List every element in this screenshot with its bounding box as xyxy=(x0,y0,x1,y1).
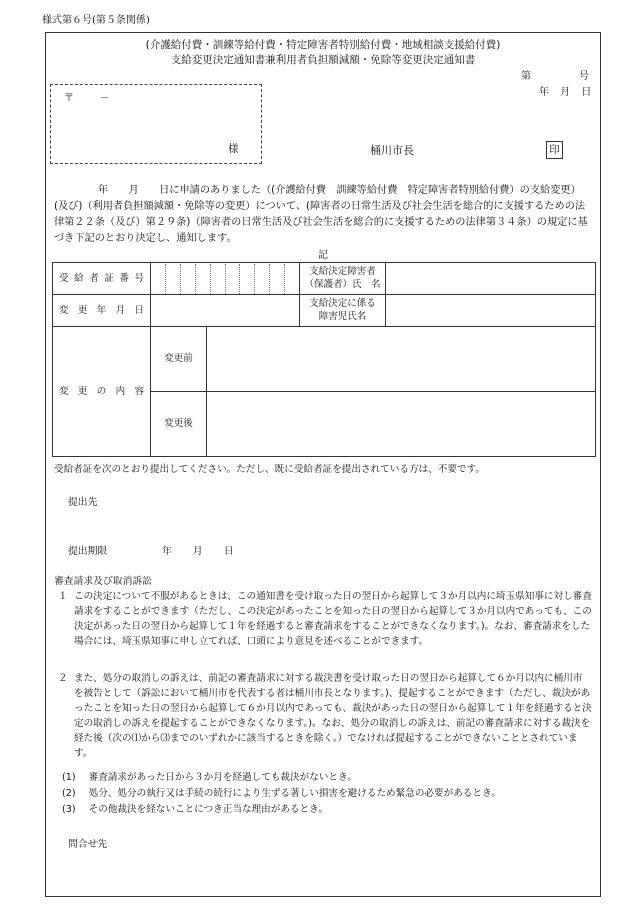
addressee-honorific: 様 xyxy=(228,143,239,155)
child-name-label xyxy=(300,295,386,327)
change-date-value xyxy=(151,295,300,327)
sub-item-number: (2) xyxy=(62,788,76,799)
recipient-number-label: 受給者証番号 xyxy=(53,263,151,295)
appeal-item-2 xyxy=(58,672,592,762)
form-label: 様式第６号(第５条関係) xyxy=(42,15,150,26)
before-label: 変更前 xyxy=(151,327,207,392)
ki-heading: 記 xyxy=(318,250,328,261)
sub-item-3 xyxy=(62,803,328,817)
sub-item-1 xyxy=(62,771,357,785)
issuer-name: 桶川市長 xyxy=(370,144,414,157)
appeal-item-text: この決定について不服があるときは、この通知書を受け取った日の翌日から起算して３か月以内に埼玉県知事に対し審査請求をすることができます（ただし、この決定があったことを知った日の翌日から起算して３か月以内であっても、この決定があった日の翌日から起算して１年を経過すると審査請求をすることができなくなります。)。なお、審査請求をした場合には、埼玉県知事に申し立てれば、口頭により意見を述べることができます。 xyxy=(74,591,592,647)
deadline-date: 年 月 日 xyxy=(162,546,234,557)
appeal-heading: 審査請求及び取消訴訟 xyxy=(54,576,152,587)
after-value xyxy=(207,392,596,457)
after-label: 変更後 xyxy=(151,392,207,457)
doc-number-dai: 第 xyxy=(521,71,531,82)
deadline-label: 提出期限 xyxy=(68,546,108,557)
title-line-2: 支給変更決定通知書兼利用者負担額減額・免除等変更決定通知書 xyxy=(170,54,476,66)
decision-paragraph: 年 月 日に申請のありました（(介護給付費 訓練等給付費 特定障害者特別給付費）の支給変更）(及び)（利用者負担額減額・免除等の変更）について、(障害者の日常生活及び社会生活を総合的に支援するための法律第２２条（及び）第２９条)（障害者の日常生活及び社会生活を総合的に支援するための法律第３４条）の規定に基づき下記のとおり決定し、通知します。 xyxy=(54,185,588,245)
title-line-1: (介護給付費・訓練等給付費・特定障害者特別給付費・地域相談支援給付費) xyxy=(145,39,501,51)
postal-mark: 〒 xyxy=(64,93,74,104)
child-name-label-1: 支給決定に係る xyxy=(309,297,376,309)
postal-dash: － xyxy=(99,93,110,104)
issue-date: 年 月 日 xyxy=(539,87,592,98)
appeal-item-1 xyxy=(58,590,592,650)
sub-item-text: 審査請求があった日から３か月を経過しても裁決がないとき。 xyxy=(88,772,357,783)
sub-item-number: (3) xyxy=(62,804,76,815)
before-value xyxy=(207,327,596,392)
child-name-label-2: 障害児氏名 xyxy=(318,310,367,322)
child-name-value xyxy=(386,295,596,327)
recipient-name-label-1: 支給決定障害者 xyxy=(309,265,376,277)
sub-item-text: 処分、処分の執行又は手続の続行により生ずる著しい損害を避けるため緊急の必要があるとき。 xyxy=(88,788,501,799)
change-content-label: 変更の内容 xyxy=(53,327,151,457)
postal-code xyxy=(64,92,109,107)
change-date-label: 変更年月日 xyxy=(53,295,151,327)
submit-to-label: 提出先 xyxy=(68,497,98,508)
decision-table xyxy=(52,262,596,457)
doc-number-go: 号 xyxy=(579,71,589,82)
sub-item-number: (1) xyxy=(62,772,76,783)
appeal-item-number: ２ xyxy=(58,673,68,684)
appeal-item-text: また、処分の取消しの訴えは、前記の審査請求に対する裁決書を受け取った日の翌日から起算して６か月以内に桶川市を被告として（訴訟において桶川市を代表する者は桶川市長となります。)、提起することができます（ただし、裁決があったことを知った日の翌日から起算して６か月以内であっても、裁決があった日の翌日から起算して１年を経過すると決定の取消しの訴えを提起することができなくなります。)。なお、処分の取消しの訴えは、前記の審査請求に対する裁決を経た後（次の⑴から⑶までのいずれかに該当するときを除く。）でなければ提起することができないこととされています。 xyxy=(74,673,592,759)
sub-item-text: その他裁決を経ないことにつき正当な理由があるとき。 xyxy=(88,804,328,815)
seal-mark: 印 xyxy=(546,141,563,159)
recipient-name-value xyxy=(386,263,596,295)
submission-note: 受給者証を次のとおり提出してください。ただし、既に受給者証を提出されている方は、不要です。 xyxy=(54,464,485,475)
contact-label: 問合せ先 xyxy=(68,839,108,850)
sub-item-2 xyxy=(62,787,501,801)
recipient-name-label-2: （保護者）氏 名 xyxy=(304,278,381,290)
recipient-name-label xyxy=(300,263,386,295)
appeal-item-number: １ xyxy=(58,591,68,602)
